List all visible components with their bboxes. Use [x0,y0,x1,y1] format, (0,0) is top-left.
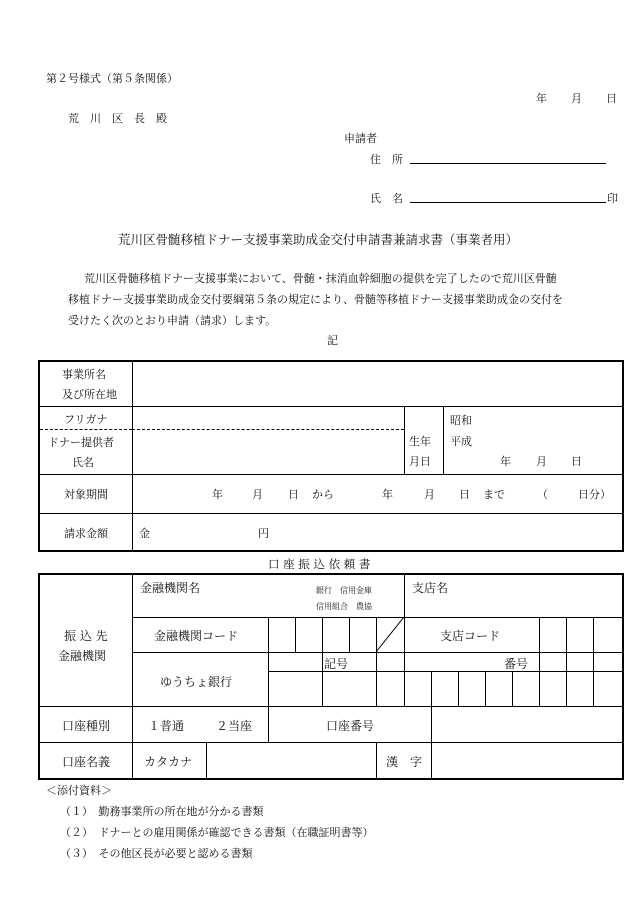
period-from-day: 日 [288,488,299,501]
kigo-label: 記号 [324,657,349,671]
acct-name-label: 口座名義 [62,755,111,769]
name-label: 氏 名 [370,192,403,205]
application-table [38,360,624,552]
donor-label-1: ドナー提供者 [48,436,114,449]
birth-month: 月 [536,455,547,468]
acct-type-label: 口座種別 [62,719,111,733]
applicant-label: 申請者 [344,132,377,145]
body-line-1: 荒川区骨髄移植ドナー支援事業において、骨髄・抹消血幹細胞の提供を完了したので荒川区骨髄 [84,272,557,285]
amount-prefix: 金 [139,527,150,540]
furigana-field[interactable] [134,408,402,428]
bank-name-label: 金融機関名 [140,581,201,595]
body-line-3: 受けたく次のとおり申請（請求）します。 [68,314,277,327]
period-days: 日分） [578,488,611,501]
bank-types-1: 銀行 信用金庫 [316,586,372,595]
address-underline[interactable] [410,163,606,164]
attachments-heading: ＜添付資料＞ [46,784,112,797]
period-from-month: 月 [252,488,263,501]
form-title: 荒川区骨髄移植ドナー支援事業助成金交付申請書兼請求書（事業者用） [118,232,519,247]
attachment-item-3: （３） その他区長が必要と認める書類 [60,847,253,860]
bank-transfer-table [38,573,624,780]
office-field[interactable] [134,364,620,404]
period-from-year: 年 [212,488,223,501]
addressee: 荒 川 区 長 殿 [68,112,167,125]
acct-num-label: 口座番号 [326,719,375,733]
dest-label-2: 金融機関 [58,649,107,663]
birth-label-1: 生年 [409,435,431,448]
seal-mark: 印 [607,192,618,205]
donor-label-2: 氏名 [72,456,94,469]
dest-label-1: 振 込 先 [64,629,108,643]
furigana-label: フリガナ [64,413,108,426]
date-month: 月 [571,92,582,105]
form-number: 第２号様式（第５条関係） [46,72,178,85]
period-to-day: 日 [459,488,470,501]
amount-unit: 円 [258,527,269,540]
slash-mark [376,617,404,652]
period-to-year: 年 [382,488,393,501]
branch-code-label: 支店コード [440,629,501,643]
name-underline[interactable] [410,202,606,203]
kanji-label: 漢 字 [386,755,423,769]
yucho-label: ゆうちょ銀行 [160,675,233,689]
period-days-open: （ [537,488,548,501]
donor-name-field[interactable] [134,432,402,472]
birth-year: 年 [500,455,511,468]
branch-name-label: 支店名 [412,581,449,595]
attachment-item-2: （２） ドナーとの雇用関係が確認できる書類（在職証明書等） [60,826,374,839]
bango-label: 番号 [504,657,529,671]
bank-types-2: 信用組合 農協 [316,602,372,611]
body-line-2: 移植ドナー支援事業助成金交付要綱第５条の規定により、骨髄等移植ドナー支援事業助成金の交付を [68,293,563,306]
office-label-2: 及び所在地 [62,388,117,401]
date-year: 年 [536,92,547,105]
katakana-label: カタカナ [144,755,193,769]
attachment-item-1: （１） 勤務事業所の所在地が分かる書類 [60,805,264,818]
bank-heading: 口 座 振 込 依 頼 書 [268,557,371,571]
period-from-kara: から [312,488,334,501]
era-showa[interactable]: 昭和 [450,414,472,427]
period-to-made: まで [483,488,505,501]
acct-type-2[interactable]: ２当座 [216,719,253,733]
bank-code-label: 金融機関コード [154,629,239,643]
date-day: 日 [606,92,617,105]
acct-type-1[interactable]: １普通 [148,719,185,733]
era-heisei[interactable]: 平成 [450,435,472,448]
amount-label: 請求金額 [64,527,108,540]
birth-label-2: 月日 [409,455,431,468]
birth-day: 日 [571,455,582,468]
address-label: 住 所 [370,153,403,166]
ki-label: 記 [327,334,338,347]
period-label: 対象期間 [64,488,108,501]
office-label-1: 事業所名 [62,368,106,381]
period-to-month: 月 [424,488,435,501]
